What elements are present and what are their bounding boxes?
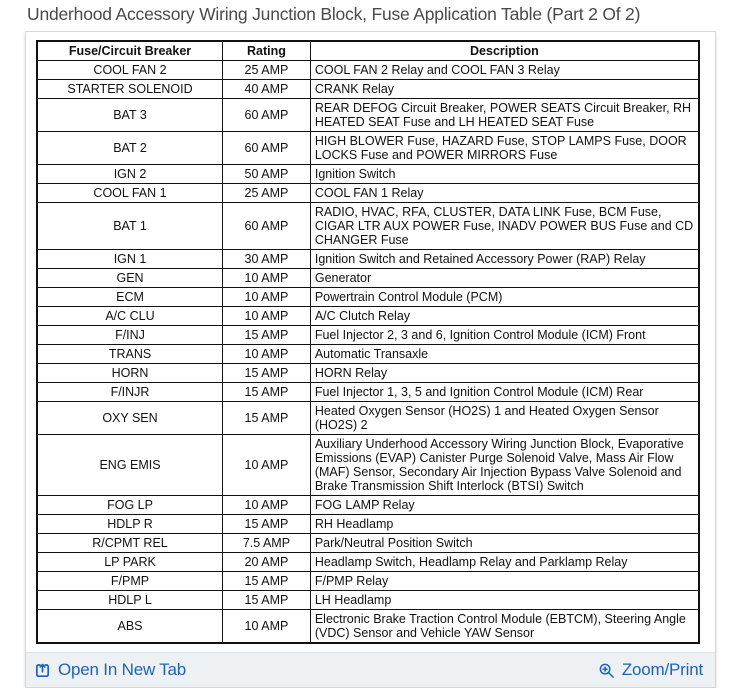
rating-cell: 10 AMP <box>223 269 311 288</box>
rating-cell: 50 AMP <box>223 165 311 184</box>
rating-cell: 10 AMP <box>223 288 311 307</box>
fuse-cell: COOL FAN 2 <box>37 61 223 80</box>
fuse-cell: COOL FAN 1 <box>37 184 223 203</box>
table-row <box>37 269 699 288</box>
fuse-cell: IGN 2 <box>37 165 223 184</box>
fuse-cell: F/INJR <box>37 383 223 402</box>
fuse-cell: GEN <box>37 269 223 288</box>
table-row <box>37 288 699 307</box>
table-row <box>37 591 699 610</box>
description-cell: RADIO, HVAC, RFA, CLUSTER, DATA LINK Fuse, BCM Fuse, CIGAR LTR AUX POWER Fuse, INADV POWER BUS Fuse and CD CHANGER Fuse <box>310 203 699 250</box>
description-cell: A/C Clutch Relay <box>310 307 699 326</box>
rating-cell: 10 AMP <box>223 496 311 515</box>
fuse-cell: IGN 1 <box>37 250 223 269</box>
table-row <box>37 572 699 591</box>
fuse-cell: HDLP R <box>37 515 223 534</box>
description-cell: Ignition Switch and Retained Accessory Power (RAP) Relay <box>310 250 699 269</box>
fuse-cell: ENG EMIS <box>37 435 223 496</box>
description-cell: Automatic Transaxle <box>310 345 699 364</box>
table-row <box>37 61 699 80</box>
open-in-new-tab-icon <box>34 662 51 679</box>
table-row <box>37 364 699 383</box>
column-header-description: Description <box>310 41 699 61</box>
table-row <box>37 250 699 269</box>
column-header-rating: Rating <box>223 41 311 61</box>
rating-cell: 7.5 AMP <box>223 534 311 553</box>
table-row <box>37 435 699 496</box>
fuse-cell: ECM <box>37 288 223 307</box>
rating-cell: 15 AMP <box>223 515 311 534</box>
table-row <box>37 165 699 184</box>
description-cell: LH Headlamp <box>310 591 699 610</box>
open-in-new-tab-label: Open In New Tab <box>58 660 187 679</box>
zoom-print-link[interactable] <box>598 660 703 680</box>
rating-cell: 10 AMP <box>223 435 311 496</box>
content-panel <box>25 31 716 688</box>
rating-cell: 15 AMP <box>223 402 311 435</box>
description-cell: Heated Oxygen Sensor (HO2S) 1 and Heated Oxygen Sensor (HO2S) 2 <box>310 402 699 435</box>
column-header-fuse: Fuse/Circuit Breaker <box>37 41 223 61</box>
description-cell: HIGH BLOWER Fuse, HAZARD Fuse, STOP LAMPS Fuse, DOOR LOCKS Fuse and POWER MIRRORS Fuse <box>310 132 699 165</box>
fuse-cell: FOG LP <box>37 496 223 515</box>
rating-cell: 15 AMP <box>223 364 311 383</box>
description-cell: RH Headlamp <box>310 515 699 534</box>
description-cell: Generator <box>310 269 699 288</box>
table-row <box>37 203 699 250</box>
rating-cell: 60 AMP <box>223 203 311 250</box>
fuse-cell: HDLP L <box>37 591 223 610</box>
table-row <box>37 80 699 99</box>
table-row <box>37 610 699 644</box>
fuse-cell: A/C CLU <box>37 307 223 326</box>
fuse-cell: ABS <box>37 610 223 644</box>
description-cell: FOG LAMP Relay <box>310 496 699 515</box>
table-row <box>37 345 699 364</box>
fuse-cell: TRANS <box>37 345 223 364</box>
fuse-application-table <box>36 40 700 644</box>
description-cell: Powertrain Control Module (PCM) <box>310 288 699 307</box>
description-cell: COOL FAN 2 Relay and COOL FAN 3 Relay <box>310 61 699 80</box>
fuse-cell: R/CPMT REL <box>37 534 223 553</box>
open-in-new-tab-link[interactable] <box>34 660 186 680</box>
rating-cell: 60 AMP <box>223 99 311 132</box>
table-row <box>37 383 699 402</box>
description-cell: REAR DEFOG Circuit Breaker, POWER SEATS Circuit Breaker, RH HEATED SEAT Fuse and LH HEATED SEAT Fuse <box>310 99 699 132</box>
fuse-table-container <box>26 32 715 652</box>
table-row <box>37 132 699 165</box>
fuse-cell: OXY SEN <box>37 402 223 435</box>
fuse-cell: BAT 3 <box>37 99 223 132</box>
table-row <box>37 553 699 572</box>
footer-bar <box>26 652 715 687</box>
rating-cell: 15 AMP <box>223 591 311 610</box>
fuse-cell: STARTER SOLENOID <box>37 80 223 99</box>
description-cell: Auxiliary Underhood Accessory Wiring Junction Block, Evaporative Emissions (EVAP) Canister Purge Solenoid Valve, Mass Air Flow (MAF) Sensor, Secondary Air Injection Bypass Valve Solenoid and Brake Transmission Shift Interlock (BTSI) Switch <box>310 435 699 496</box>
description-cell: Headlamp Switch, Headlamp Relay and Parklamp Relay <box>310 553 699 572</box>
description-cell: Fuel Injector 2, 3 and 6, Ignition Control Module (ICM) Front <box>310 326 699 345</box>
description-cell: Park/Neutral Position Switch <box>310 534 699 553</box>
table-row <box>37 326 699 345</box>
description-cell: Electronic Brake Traction Control Module (EBTCM), Steering Angle (VDC) Sensor and Vehicle YAW Sensor <box>310 610 699 644</box>
fuse-cell: BAT 2 <box>37 132 223 165</box>
table-row <box>37 307 699 326</box>
fuse-cell: HORN <box>37 364 223 383</box>
table-row <box>37 515 699 534</box>
zoom-print-label: Zoom/Print <box>621 660 703 679</box>
description-cell: COOL FAN 1 Relay <box>310 184 699 203</box>
rating-cell: 25 AMP <box>223 184 311 203</box>
rating-cell: 10 AMP <box>223 345 311 364</box>
rating-cell: 15 AMP <box>223 572 311 591</box>
rating-cell: 30 AMP <box>223 250 311 269</box>
rating-cell: 20 AMP <box>223 553 311 572</box>
table-header-row <box>37 41 699 61</box>
fuse-cell: F/PMP <box>37 572 223 591</box>
description-cell: HORN Relay <box>310 364 699 383</box>
page-title: Underhood Accessory Wiring Junction Block, Fuse Application Table (Part 2 Of 2) <box>27 4 641 24</box>
rating-cell: 40 AMP <box>223 80 311 99</box>
description-cell: Ignition Switch <box>310 165 699 184</box>
rating-cell: 10 AMP <box>223 307 311 326</box>
rating-cell: 25 AMP <box>223 61 311 80</box>
fuse-cell: BAT 1 <box>37 203 223 250</box>
rating-cell: 60 AMP <box>223 132 311 165</box>
rating-cell: 15 AMP <box>223 383 311 402</box>
description-cell: Fuel Injector 1, 3, 5 and Ignition Control Module (ICM) Rear <box>310 383 699 402</box>
description-cell: CRANK Relay <box>310 80 699 99</box>
table-row <box>37 99 699 132</box>
rating-cell: 15 AMP <box>223 326 311 345</box>
description-cell: F/PMP Relay <box>310 572 699 591</box>
table-row <box>37 402 699 435</box>
table-row <box>37 534 699 553</box>
table-row <box>37 184 699 203</box>
fuse-table-body <box>37 61 699 644</box>
fuse-cell: LP PARK <box>37 553 223 572</box>
zoom-magnifier-icon <box>598 662 615 679</box>
fuse-cell: F/INJ <box>37 326 223 345</box>
table-row <box>37 496 699 515</box>
rating-cell: 10 AMP <box>223 610 311 644</box>
